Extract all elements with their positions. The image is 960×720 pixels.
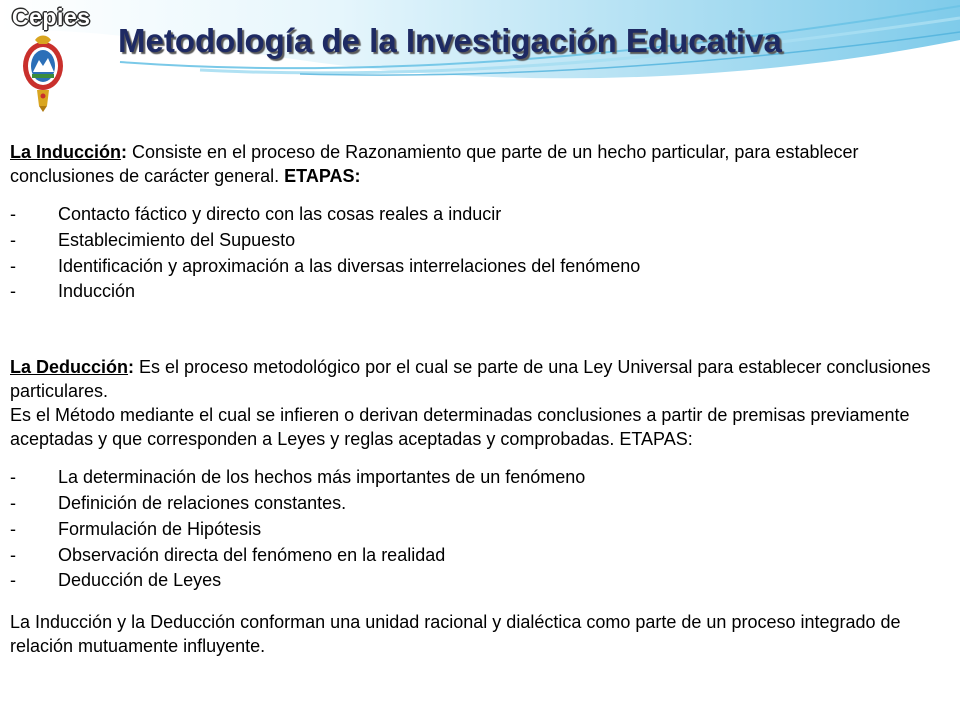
list-item: - Observación directa del fenómeno en la realidad <box>10 544 446 565</box>
header-wave-background <box>0 0 960 140</box>
list-item: - Contacto fáctico y directo con las cosas reales a inducir <box>10 204 502 224</box>
list-item: - Definición de relaciones constantes. <box>10 492 347 513</box>
deduction-definition: La Deducción: Es el proceso metodológico por el cual se parte de una Ley Universal para establecer conclusiones particulares. <box>10 357 931 402</box>
induction-etapas: ETAPAS: <box>284 166 361 186</box>
slide-body <box>10 140 955 658</box>
list-item: - Deducción de Leyes <box>10 570 222 591</box>
deduction-method-text: Es el Método mediante el cual se infieren o derivan determinadas conclusiones a partir de premisas previamente aceptadas y que corresponden a Leyes y reglas aceptadas y comprobadas. ETAPAS: <box>10 405 910 450</box>
list-item: - La determinación de los hechos más importantes de un fenómeno <box>10 467 586 488</box>
deduction-steps-list <box>10 465 955 594</box>
induction-text: Consiste en el proceso de Razonamiento que parte de un hecho particular, para establecer conclusiones de carácter general. <box>10 142 859 186</box>
list-item: - Formulación de Hipótesis <box>10 518 262 539</box>
list-item: - Inducción <box>10 281 136 302</box>
induction-definition: La Inducción: Consiste en el proceso de Razonamiento que parte de un hecho particular, para establecer conclusiones de carácter general. ETAPAS: <box>10 142 859 186</box>
induction-steps-list <box>10 202 955 305</box>
page-title: Metodología de la Investigación Educativa <box>118 22 782 59</box>
conclusion-text: La Inducción y la Deducción conforman una unidad racional y dialéctica como parte de un proceso integrado de relación mutuamente influyente. <box>10 612 901 657</box>
list-item: - Identificación y aproximación a las diversas interrelaciones del fenómeno <box>10 255 641 276</box>
logo-wordmark: Cepies <box>12 4 91 30</box>
deduction-term: La Deducción <box>10 357 129 378</box>
crest-emblem-icon <box>17 32 69 112</box>
induction-term: La Inducción <box>10 142 122 162</box>
list-item: - Establecimiento del Supuesto <box>10 229 296 250</box>
deduction-text: Es el proceso metodológico por el cual se parte de una Ley Universal para establecer conclusiones particulares. <box>10 357 931 402</box>
